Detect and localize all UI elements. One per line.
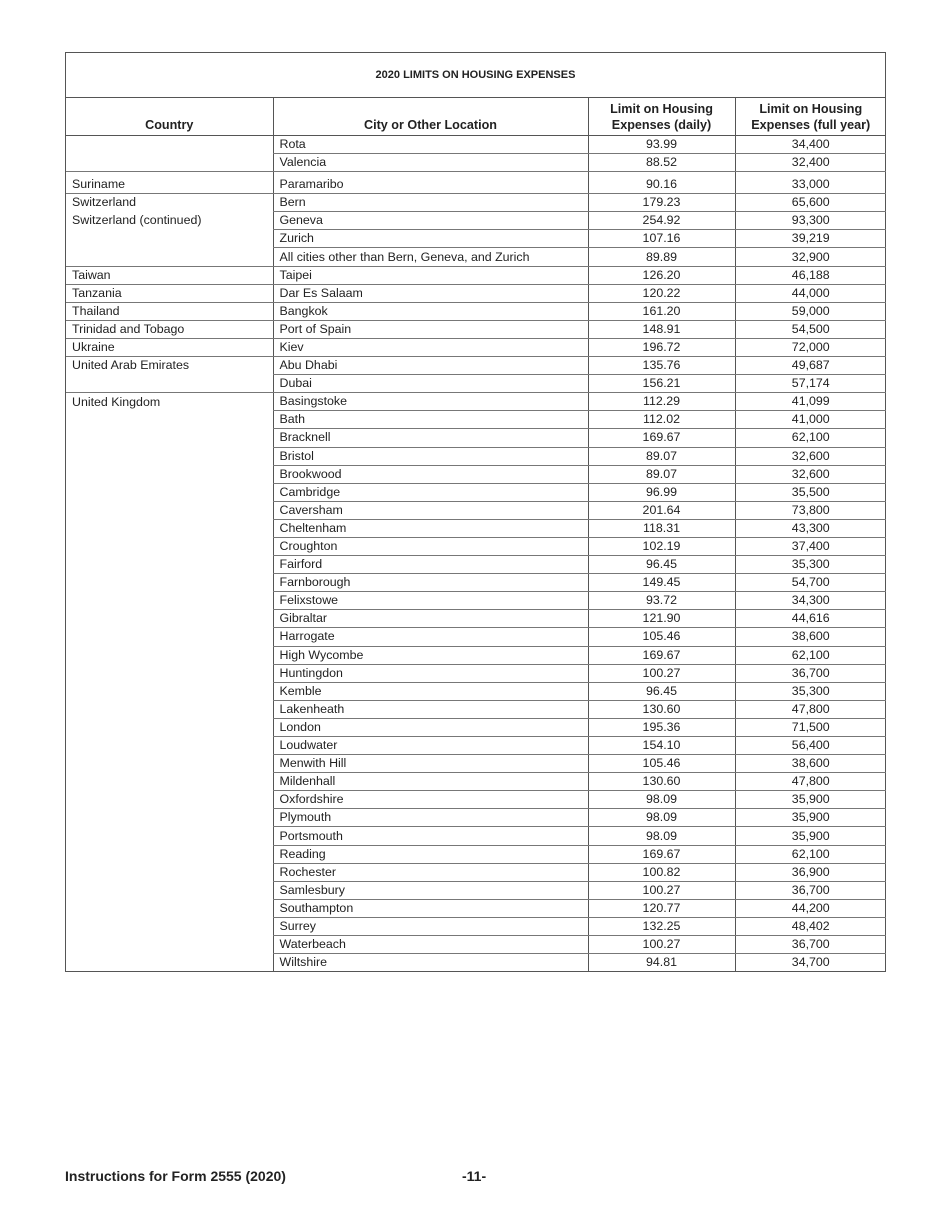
country-cell: Switzerland (continued)	[72, 213, 202, 228]
country-cell	[66, 737, 273, 755]
full-year-limit-cell: 35,300	[735, 682, 886, 700]
table-row	[66, 936, 886, 954]
full-year-limit-cell: 62,100	[735, 845, 886, 863]
country-cell: Thailand	[66, 302, 273, 320]
country-cell	[66, 574, 273, 592]
full-year-limit-cell: 35,500	[735, 483, 886, 501]
country-cell: Suriname	[66, 172, 273, 194]
country-cell	[66, 845, 273, 863]
full-year-limit-cell: 36,700	[735, 936, 886, 954]
daily-limit-cell: 121.90	[588, 610, 735, 628]
full-year-limit-cell: 32,600	[735, 447, 886, 465]
city-cell: Kiev	[273, 338, 588, 356]
city-cell: Portsmouth	[273, 827, 588, 845]
daily-limit-cell: 89.07	[588, 465, 735, 483]
table-row	[66, 338, 886, 356]
daily-limit-cell: 149.45	[588, 574, 735, 592]
city-cell: Basingstoke	[273, 393, 588, 411]
country-cell	[66, 936, 273, 954]
country-cell	[66, 646, 273, 664]
table-row	[66, 556, 886, 574]
daily-limit-cell: 96.45	[588, 682, 735, 700]
city-cell: Dubai	[273, 375, 588, 393]
table-row	[66, 718, 886, 736]
country-cell	[66, 375, 273, 393]
city-cell: Huntingdon	[273, 664, 588, 682]
city-cell: Kemble	[273, 682, 588, 700]
country-cell	[66, 755, 273, 773]
full-year-limit-cell: 33,000	[735, 172, 886, 194]
country-cell	[66, 447, 273, 465]
table-row	[66, 809, 886, 827]
table-row	[66, 483, 886, 501]
daily-limit-cell: 179.23	[588, 194, 735, 212]
table-row	[66, 827, 886, 845]
full-year-limit-cell: 47,800	[735, 700, 886, 718]
full-year-limit-cell: 34,400	[735, 136, 886, 154]
city-cell: Waterbeach	[273, 936, 588, 954]
table-row	[66, 700, 886, 718]
country-cell	[66, 501, 273, 519]
daily-limit-cell: 161.20	[588, 302, 735, 320]
daily-limit-cell: 120.77	[588, 899, 735, 917]
table-row	[66, 519, 886, 537]
daily-limit-cell: 130.60	[588, 773, 735, 791]
full-year-limit-cell: 56,400	[735, 737, 886, 755]
daily-limit-cell: 196.72	[588, 338, 735, 356]
full-year-limit-cell: 37,400	[735, 537, 886, 555]
table-row	[66, 537, 886, 555]
daily-limit-cell: 98.09	[588, 791, 735, 809]
full-year-limit-cell: 34,700	[735, 954, 886, 972]
city-cell: Cambridge	[273, 483, 588, 501]
table-row	[66, 899, 886, 917]
country-cell	[66, 917, 273, 935]
country-cell	[66, 136, 273, 154]
city-cell: Gibraltar	[273, 610, 588, 628]
table-row	[66, 863, 886, 881]
daily-limit-cell: 254.92	[588, 212, 735, 230]
city-cell: Felixstowe	[273, 592, 588, 610]
city-cell: Geneva	[273, 212, 588, 230]
country-cell	[66, 664, 273, 682]
full-year-limit-column-header: Limit on Housing Expenses (full year)	[735, 98, 886, 136]
city-cell: Bern	[273, 194, 588, 212]
country-cell: Trinidad and Tobago	[66, 320, 273, 338]
daily-limit-cell: 169.67	[588, 646, 735, 664]
city-cell: Cheltenham	[273, 519, 588, 537]
city-cell: Loudwater	[273, 737, 588, 755]
daily-limit-cell: 89.89	[588, 248, 735, 266]
daily-limit-cell: 135.76	[588, 357, 735, 375]
city-cell: High Wycombe	[273, 646, 588, 664]
city-cell: Lakenheath	[273, 700, 588, 718]
table-row	[66, 136, 886, 154]
daily-limit-cell: 105.46	[588, 755, 735, 773]
full-year-limit-cell: 62,100	[735, 429, 886, 447]
full-year-limit-cell: 32,600	[735, 465, 886, 483]
daily-limit-cell: 169.67	[588, 845, 735, 863]
daily-limit-cell: 132.25	[588, 917, 735, 935]
city-cell: Oxfordshire	[273, 791, 588, 809]
city-cell: Harrogate	[273, 628, 588, 646]
daily-limit-cell: 107.16	[588, 230, 735, 248]
table-row	[66, 917, 886, 935]
full-year-limit-cell: 47,800	[735, 773, 886, 791]
country-cell: Tanzania	[66, 284, 273, 302]
table-row	[66, 411, 886, 429]
table-row	[66, 954, 886, 972]
city-cell: Croughton	[273, 537, 588, 555]
full-year-limit-cell: 43,300	[735, 519, 886, 537]
daily-limit-cell: 100.82	[588, 863, 735, 881]
daily-limit-cell: 112.29	[588, 393, 735, 411]
table-row	[66, 465, 886, 483]
country-cell	[66, 881, 273, 899]
daily-limit-cell: 130.60	[588, 700, 735, 718]
country-cell	[66, 248, 273, 266]
country-cell	[66, 592, 273, 610]
full-year-limit-cell: 46,188	[735, 266, 886, 284]
table-row	[66, 610, 886, 628]
full-year-limit-cell: 36,700	[735, 664, 886, 682]
city-cell: Mildenhall	[273, 773, 588, 791]
table-row	[66, 212, 886, 230]
full-year-limit-cell: 49,687	[735, 357, 886, 375]
full-year-limit-cell: 72,000	[735, 338, 886, 356]
country-cell	[66, 700, 273, 718]
country-cell	[66, 230, 273, 248]
city-cell: All cities other than Bern, Geneva, and Zurich	[273, 248, 588, 266]
city-cell: Surrey	[273, 917, 588, 935]
country-cell	[66, 682, 273, 700]
city-cell: Bristol	[273, 447, 588, 465]
daily-limit-cell: 201.64	[588, 501, 735, 519]
table-row	[66, 172, 886, 194]
full-year-limit-cell: 71,500	[735, 718, 886, 736]
daily-limit-cell: 93.72	[588, 592, 735, 610]
country-cell: Ukraine	[66, 338, 273, 356]
full-year-limit-cell: 65,600	[735, 194, 886, 212]
daily-limit-cell: 120.22	[588, 284, 735, 302]
full-year-limit-cell: 93,300	[735, 212, 886, 230]
housing-limits-table	[66, 98, 886, 972]
table-row	[66, 302, 886, 320]
city-cell: Menwith Hill	[273, 755, 588, 773]
table-row	[66, 845, 886, 863]
table-row	[66, 154, 886, 172]
full-year-limit-cell: 73,800	[735, 501, 886, 519]
city-cell: Zurich	[273, 230, 588, 248]
city-cell: Wiltshire	[273, 954, 588, 972]
daily-limit-cell: 126.20	[588, 266, 735, 284]
city-cell: Brookwood	[273, 465, 588, 483]
country-cell	[66, 773, 273, 791]
country-cell	[66, 628, 273, 646]
table-row	[66, 320, 886, 338]
country-cell	[66, 863, 273, 881]
daily-limit-cell: 112.02	[588, 411, 735, 429]
table-row	[66, 375, 886, 393]
country-cell	[66, 465, 273, 483]
footer-form-title: Instructions for Form 2555 (2020)	[65, 1168, 286, 1184]
city-cell: Reading	[273, 845, 588, 863]
daily-limit-cell: 105.46	[588, 628, 735, 646]
table-row	[66, 284, 886, 302]
daily-limit-cell: 102.19	[588, 537, 735, 555]
daily-limit-cell: 90.16	[588, 172, 735, 194]
city-cell: Dar Es Salaam	[273, 284, 588, 302]
city-cell: Rota	[273, 136, 588, 154]
full-year-limit-cell: 41,099	[735, 393, 886, 411]
table-row	[66, 773, 886, 791]
full-year-limit-cell: 41,000	[735, 411, 886, 429]
city-cell: Bath	[273, 411, 588, 429]
table-row	[66, 447, 886, 465]
country-cell: United Kingdom	[66, 393, 273, 411]
city-cell: London	[273, 718, 588, 736]
full-year-limit-cell: 36,900	[735, 863, 886, 881]
full-year-limit-cell: 57,174	[735, 375, 886, 393]
country-cell	[66, 809, 273, 827]
table-row	[66, 574, 886, 592]
country-cell	[66, 791, 273, 809]
country-cell	[66, 411, 273, 429]
country-cell	[66, 519, 273, 537]
full-year-limit-cell: 59,000	[735, 302, 886, 320]
daily-limit-cell: 93.99	[588, 136, 735, 154]
country-cell	[66, 429, 273, 447]
daily-limit-cell: 195.36	[588, 718, 735, 736]
daily-limit-cell: 118.31	[588, 519, 735, 537]
table-row	[66, 592, 886, 610]
country-cell	[66, 827, 273, 845]
full-year-limit-cell: 35,900	[735, 791, 886, 809]
full-year-limit-cell: 32,900	[735, 248, 886, 266]
table-row	[66, 628, 886, 646]
city-cell: Samlesbury	[273, 881, 588, 899]
country-cell	[66, 718, 273, 736]
country-cell: United Arab Emirates	[66, 357, 273, 375]
daily-limit-cell: 89.07	[588, 447, 735, 465]
daily-limit-cell: 88.52	[588, 154, 735, 172]
table-row	[66, 664, 886, 682]
table-row	[66, 194, 886, 212]
table-row	[66, 429, 886, 447]
full-year-limit-cell: 62,100	[735, 646, 886, 664]
country-cell	[66, 537, 273, 555]
city-cell: Bangkok	[273, 302, 588, 320]
table-row	[66, 393, 886, 411]
daily-limit-cell: 156.21	[588, 375, 735, 393]
city-cell: Plymouth	[273, 809, 588, 827]
daily-limit-cell: 94.81	[588, 954, 735, 972]
daily-limit-cell: 100.27	[588, 881, 735, 899]
full-year-limit-cell: 38,600	[735, 755, 886, 773]
full-year-limit-cell: 35,900	[735, 809, 886, 827]
housing-limits-table-frame	[65, 52, 886, 972]
table-body	[66, 136, 886, 972]
full-year-limit-cell: 35,300	[735, 556, 886, 574]
country-cell: Taiwan	[66, 266, 273, 284]
daily-limit-cell: 154.10	[588, 737, 735, 755]
table-row	[66, 248, 886, 266]
full-year-limit-cell: 38,600	[735, 628, 886, 646]
full-year-limit-cell: 54,500	[735, 320, 886, 338]
full-year-limit-cell: 48,402	[735, 917, 886, 935]
country-column-header: Country	[66, 98, 273, 136]
city-cell: Paramaribo	[273, 172, 588, 194]
table-row	[66, 881, 886, 899]
table-row	[66, 791, 886, 809]
country-cell	[66, 954, 273, 972]
table-row	[66, 230, 886, 248]
table-row	[66, 755, 886, 773]
city-column-header: City or Other Location	[273, 98, 588, 136]
full-year-limit-cell: 35,900	[735, 827, 886, 845]
city-cell: Valencia	[273, 154, 588, 172]
city-cell: Taipei	[273, 266, 588, 284]
city-cell: Abu Dhabi	[273, 357, 588, 375]
city-cell: Fairford	[273, 556, 588, 574]
country-cell: Switzerland	[66, 194, 273, 212]
header-row	[66, 98, 886, 136]
city-cell: Bracknell	[273, 429, 588, 447]
daily-limit-cell: 98.09	[588, 809, 735, 827]
city-cell: Caversham	[273, 501, 588, 519]
country-cell	[66, 556, 273, 574]
country-cell	[66, 483, 273, 501]
full-year-limit-cell: 39,219	[735, 230, 886, 248]
table-row	[66, 737, 886, 755]
footer-page-number: -11-	[462, 1168, 487, 1184]
daily-limit-cell: 96.45	[588, 556, 735, 574]
daily-limit-cell: 169.67	[588, 429, 735, 447]
daily-limit-cell: 100.27	[588, 936, 735, 954]
daily-limit-cell: 148.91	[588, 320, 735, 338]
country-cell	[66, 154, 273, 172]
daily-limit-column-header: Limit on Housing Expenses (daily)	[588, 98, 735, 136]
table-row	[66, 501, 886, 519]
full-year-limit-cell: 36,700	[735, 881, 886, 899]
full-year-limit-cell: 44,616	[735, 610, 886, 628]
city-cell: Farnborough	[273, 574, 588, 592]
full-year-limit-cell: 54,700	[735, 574, 886, 592]
city-cell: Rochester	[273, 863, 588, 881]
country-cell	[66, 899, 273, 917]
daily-limit-cell: 96.99	[588, 483, 735, 501]
table-row	[66, 357, 886, 375]
table-title: 2020 LIMITS ON HOUSING EXPENSES	[66, 53, 885, 98]
table-row	[66, 682, 886, 700]
city-cell: Port of Spain	[273, 320, 588, 338]
daily-limit-cell: 98.09	[588, 827, 735, 845]
full-year-limit-cell: 32,400	[735, 154, 886, 172]
full-year-limit-cell: 44,200	[735, 899, 886, 917]
table-row	[66, 646, 886, 664]
full-year-limit-cell: 44,000	[735, 284, 886, 302]
country-cell	[66, 610, 273, 628]
daily-limit-cell: 100.27	[588, 664, 735, 682]
table-row	[66, 266, 886, 284]
city-cell: Southampton	[273, 899, 588, 917]
full-year-limit-cell: 34,300	[735, 592, 886, 610]
